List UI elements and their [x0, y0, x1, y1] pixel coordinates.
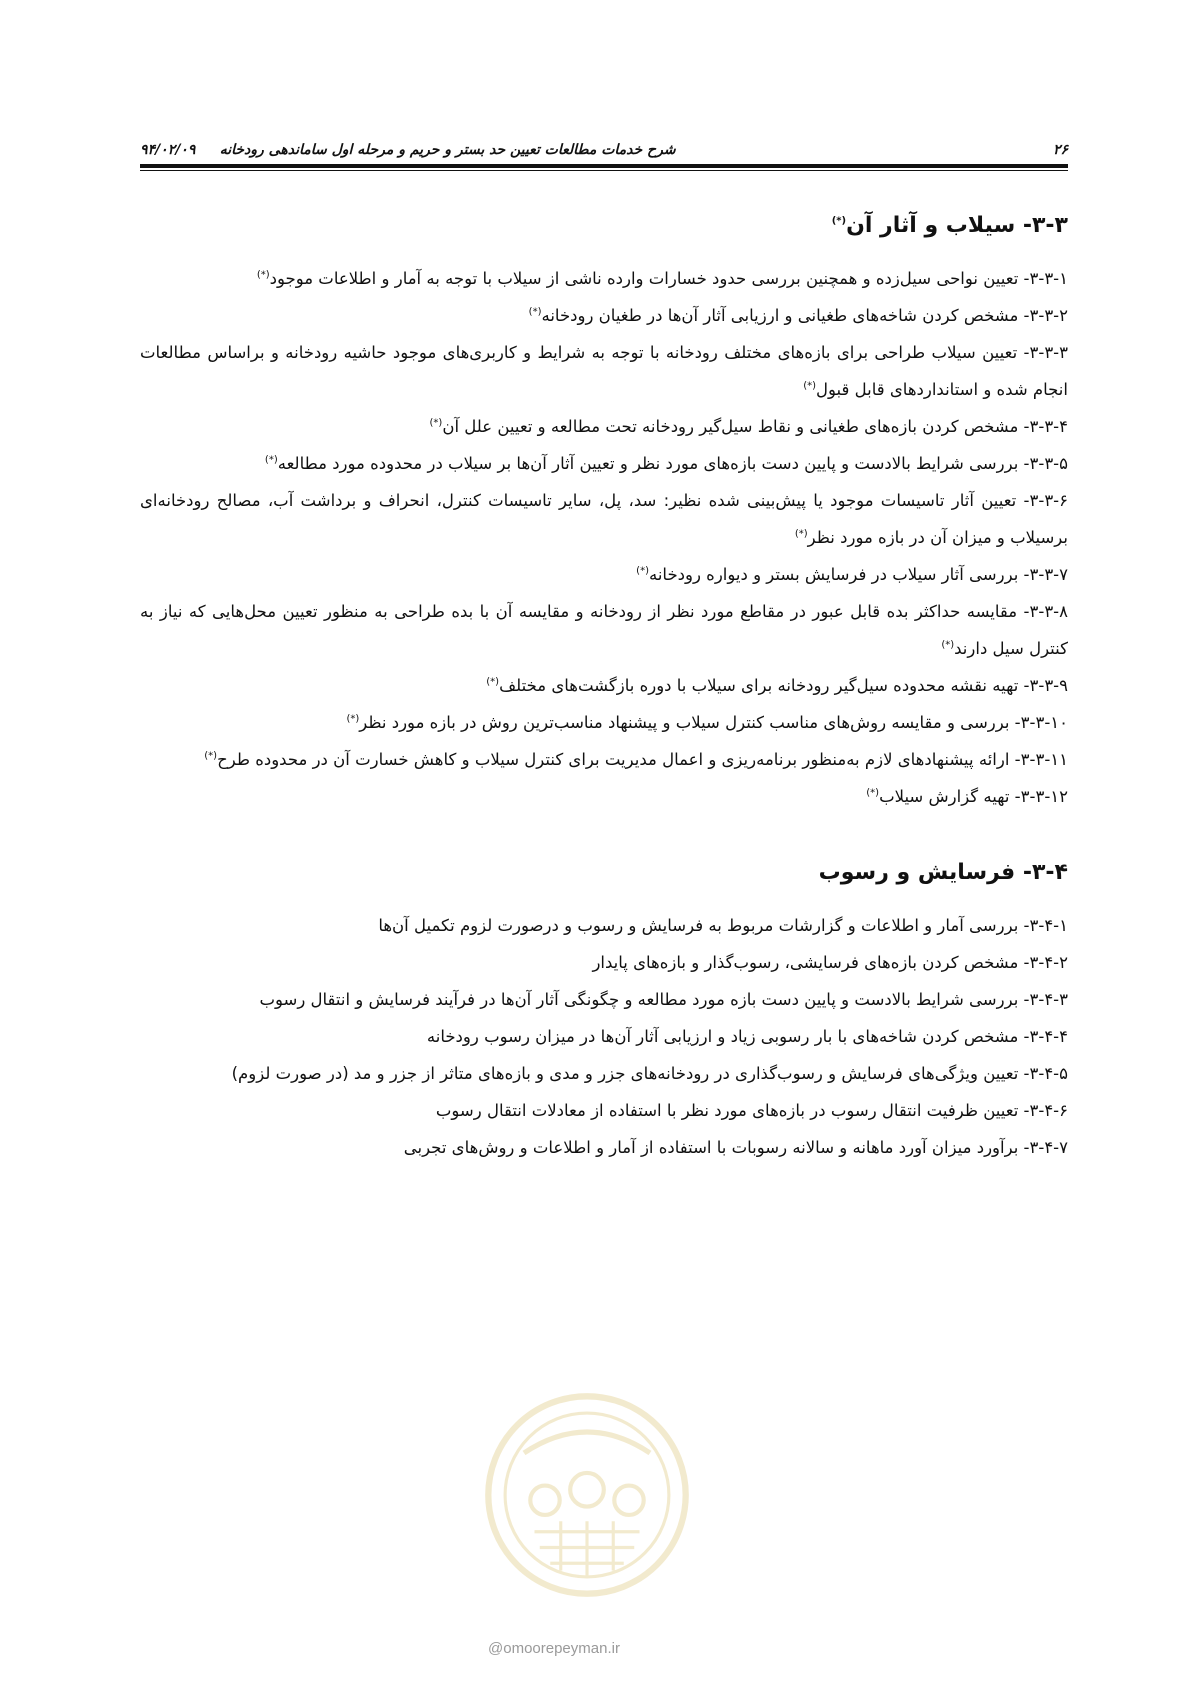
- item-3-3-11: ۳-۳-۱۱- ارائه پیشنهادهای لازم به‌منظور برنامه‌ریزی و اعمال مدیریت برای کنترل سیلاب و کاهش خسارت آن در محدوده طرح(*): [204, 750, 1068, 769]
- item-3-3-5: ۳-۳-۵- بررسی شرایط بالادست و پایین دست بازه‌های مورد نظر و تعیین آثار آن‌ها بر سیلاب در محدوده مورد مطالعه(*): [264, 454, 1068, 473]
- item-3-3-3: ۳-۳-۳- تعیین سیلاب طراحی برای بازه‌های مختلف رودخانه با توجه به شرایط و کاربری‌های موجود حاشیه رودخانه و براساس مطالعات انجام شده و استانداردهای قابل قبول(*): [140, 343, 1068, 399]
- footnote-mark: (*): [264, 454, 278, 466]
- item-3-4-4: ۳-۴-۴- مشخص کردن شاخه‌های با بار رسوبی زیاد و ارزیابی آثار آن‌ها در میزان رسوب رودخانه: [426, 1027, 1068, 1046]
- header-rule: [140, 164, 1068, 168]
- footnote-mark: (*): [528, 306, 542, 318]
- watermark-seal: [482, 1390, 692, 1600]
- footnote-mark: (*): [486, 676, 500, 688]
- page-header: [140, 128, 1068, 158]
- item-3-3-10: ۳-۳-۱۰- بررسی و مقایسه روش‌های مناسب کنترل سیلاب و پیشنهاد مناسب‌ترین روش در بازه مورد نظر(*): [346, 713, 1068, 732]
- footnote-mark: (*): [941, 639, 955, 651]
- item-3-3-2: ۳-۳-۲- مشخص کردن شاخه‌های طغیانی و ارزیابی آثار آن‌ها در طغیان رودخانه(*): [528, 306, 1068, 325]
- header-rule-thin: [140, 170, 1068, 171]
- header-title-line: [140, 142, 676, 158]
- page-number: ۲۶: [1052, 142, 1068, 158]
- item-3-3-7: ۳-۳-۷- بررسی آثار سیلاب در فرسایش بستر و دیواره رودخانه(*): [636, 565, 1068, 584]
- document-body: [140, 206, 1068, 1166]
- seal-tower-emblem: [614, 1486, 643, 1515]
- item-3-3-4: ۳-۳-۴- مشخص کردن بازه‌های طغیانی و نقاط سیل‌گیر رودخانه تحت مطالعه و تعیین علل آن(*): [429, 417, 1068, 436]
- header-date: ۹۴/۰۲/۰۹: [140, 142, 196, 158]
- item-3-4-3: ۳-۴-۳- بررسی شرایط بالادست و پایین دست بازه مورد مطالعه و چگونگی آثار آن‌ها در فرآیند فرسایش و انتقال رسوب: [259, 990, 1068, 1009]
- footnote-mark: (*): [831, 215, 847, 227]
- item-3-3-6: ۳-۳-۶- تعیین آثار تاسیسات موجود یا پیش‌بینی شده نظیر: سد، پل، سایر تاسیسات کنترل، انحراف و برداشت آب، مصالح رودخانه‌ای برسیلاب و میزان آن در بازه مورد نظر(*): [140, 491, 1068, 547]
- seal-gear-emblem: [570, 1473, 604, 1507]
- item-3-4-1: ۳-۴-۱- بررسی آمار و اطلاعات و گزارشات مربوط به فرسایش و رسوب و درصورت لزوم تکمیل آن‌ها: [378, 916, 1068, 935]
- footnote-mark: (*): [429, 417, 443, 429]
- item-3-4-5: ۳-۴-۵- تعیین ویژگی‌های فرسایش و رسوب‌گذاری در رودخانه‌های جزر و مدی و بازه‌های متاثر از جزر و مد (در صورت لزوم): [231, 1064, 1068, 1083]
- item-3-3-1: ۳-۳-۱- تعیین نواحی سیل‌زده و همچنین بررسی حدود خسارات وارده ناشی از سیلاب با توجه به آمار و اطلاعات موجود(*): [256, 269, 1068, 288]
- item-3-3-8: ۳-۳-۸- مقایسه حداکثر بده قابل عبور در مقاطع مورد نظر از رودخانه و مقایسه آن با بده طراحی به منظور تعیین محل‌هایی که نیاز به کنترل سیل دارند(*): [140, 602, 1068, 658]
- footnote-mark: (*): [256, 269, 270, 281]
- item-3-4-6: ۳-۴-۶- تعیین ظرفیت انتقال رسوب در بازه‌های مورد نظر با استفاده از معادلات انتقال رسوب: [435, 1101, 1068, 1120]
- footnote-mark: (*): [803, 380, 816, 392]
- section-heading-3-4: ۳-۴- فرسایش و رسوب: [818, 860, 1068, 885]
- seal-scales-emblem: [530, 1486, 559, 1515]
- footnote-mark: (*): [346, 713, 360, 725]
- footnote-mark: (*): [866, 787, 880, 799]
- section-heading-3-3: ۳-۳- سیلاب و آثار آن(*): [831, 213, 1068, 238]
- footnote-mark: (*): [794, 528, 808, 540]
- watermark-url: @omoorepeyman.ir: [488, 1640, 620, 1657]
- item-3-4-2: ۳-۴-۲- مشخص کردن بازه‌های فرسایشی، رسوب‌گذار و بازه‌های پایدار: [592, 953, 1068, 972]
- item-3-3-9: ۳-۳-۹- تهیه نقشه محدوده سیل‌گیر رودخانه برای سیلاب با دوره بازگشت‌های مختلف(*): [486, 676, 1068, 695]
- item-3-3-12: ۳-۳-۱۲- تهیه گزارش سیلاب(*): [866, 787, 1068, 806]
- header-title: شرح خدمات مطالعات تعیین حد بستر و حریم و مرحله اول ساماندهی رودخانه: [219, 142, 676, 158]
- item-3-4-7: ۳-۴-۷- برآورد میزان آورد ماهانه و سالانه رسوبات با استفاده از آمار و اطلاعات و روش‌های تجربی: [403, 1138, 1068, 1157]
- footnote-mark: (*): [204, 750, 218, 762]
- footnote-mark: (*): [636, 565, 649, 577]
- seal-lettering-arc: [524, 1432, 650, 1453]
